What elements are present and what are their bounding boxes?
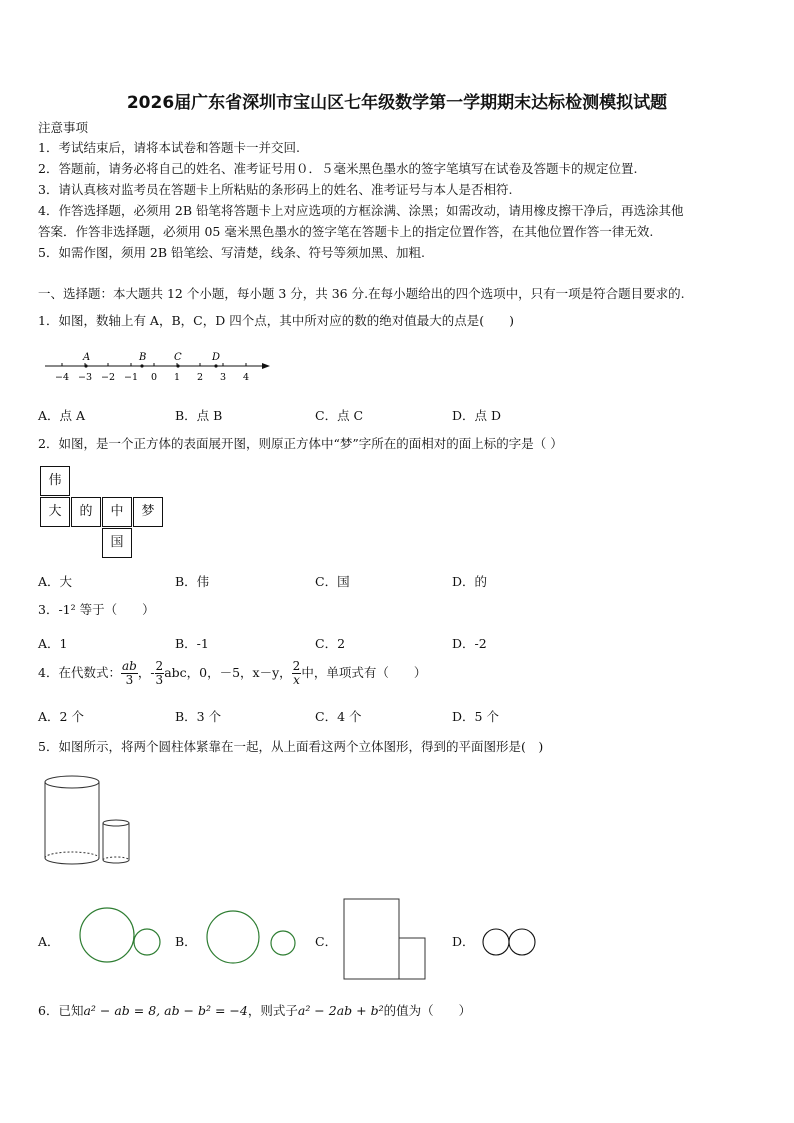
q4-prefix: 4．在代数式： (38, 665, 121, 680)
tick-label: 1 (173, 372, 181, 383)
q5-option-d-figure (479, 926, 541, 960)
q1-option-c[interactable]: C．点 C (315, 408, 364, 423)
net-cell: 梦 (133, 497, 163, 527)
net-cell: 国 (102, 528, 132, 558)
point-label-d: D (212, 352, 221, 363)
notice-heading: 注意事项 (38, 120, 89, 135)
q5-stem: 5．如图所示，将两个圆柱体紧靠在一起，从上面看这两个立体图形，得到的平面图形是( ) (38, 739, 544, 754)
net-cell: 的 (71, 497, 101, 527)
q1-option-d[interactable]: D．点 D (452, 408, 502, 423)
q4-option-c[interactable]: C．4 个 (315, 709, 362, 724)
q3-stem: 3．-1² 等于（ ） (38, 602, 155, 617)
q2-option-b[interactable]: B．伟 (175, 574, 210, 589)
q4-sep: ，- (137, 665, 155, 680)
tick-label: −2 (100, 372, 116, 383)
fraction-2-3: $\frac{2}{3}$ (155, 659, 164, 687)
q5-option-b[interactable]: B． (175, 934, 197, 949)
q4-option-b[interactable]: B．3 个 (175, 709, 222, 724)
q4-middle: abc，0，－5，x－y， (164, 665, 292, 680)
number-line-figure (40, 348, 275, 386)
page-title: 2026届广东省深圳市宝山区七年级数学第一学期期末达标检测模拟试题 (126, 93, 668, 113)
section-heading: 一、选择题：本大题共 12 个小题，每小题 3 分，共 36 分.在每小题给出的四个选项中，只有一项是符合题目要求的. (38, 286, 685, 301)
q2-stem: 2．如图，是一个正方体的表面展开图，则原正方体中“梦”字所在的面相对的面上标的字是（ ） (38, 436, 563, 451)
fraction-ab-3: $\frac{ab}{3}$ (121, 659, 137, 687)
q6-suffix: 的值为（ ） (383, 1003, 472, 1018)
tick-label: 0 (150, 372, 158, 383)
q5-option-a-figure (74, 904, 164, 964)
q3-option-c[interactable]: C．2 (315, 636, 346, 651)
net-cell: 伟 (40, 466, 70, 496)
net-cell: 大 (40, 497, 70, 527)
q6-stem (38, 1003, 471, 1019)
fraction-2-x: $\frac{2}{x}$ (292, 659, 301, 687)
q4-stem (38, 660, 426, 687)
q1-stem: 1．如图，数轴上有 A，B，C，D 四个点，其中所对应的数的绝对值最大的点是( ) (38, 313, 514, 328)
q3-option-d[interactable]: D．-2 (452, 636, 487, 651)
notice-item-1: 1．考试结束后，请将本试卷和答题卡一并交回. (38, 140, 300, 155)
q4-option-d[interactable]: D．5 个 (452, 709, 499, 724)
q2-option-d[interactable]: D．的 (452, 574, 488, 589)
point-label-a: A (83, 352, 91, 363)
tick-label: 3 (219, 372, 227, 383)
net-cell: 中 (102, 497, 132, 527)
q6-mid: ，则式子 (247, 1003, 298, 1018)
notice-item-4-cont: 答案．作答非选择题，必须用 05 毫米黑色墨水的签字笔在答题卡上的指定位置作答，在其他位置作答一律无效. (38, 224, 654, 239)
q5-option-b-figure (201, 906, 301, 966)
point-label-b: B (139, 352, 147, 363)
q1-option-b[interactable]: B．点 B (175, 408, 223, 423)
notice-item-4: 4．作答选择题，必须用 2B 铅笔将答题卡上对应选项的方框涂满、涂黑；如需改动，请用橡皮擦干净后，再选涂其他 (38, 203, 684, 218)
point-label-c: C (174, 352, 182, 363)
q4-option-a[interactable]: A．2 个 (38, 709, 84, 724)
point-d-dot (214, 364, 217, 367)
cylinders-figure (40, 770, 140, 870)
q5-option-c[interactable]: C． (315, 934, 338, 949)
tick-label: 2 (196, 372, 204, 383)
point-b-dot (140, 364, 143, 367)
tick-label: 4 (242, 372, 250, 383)
q4-suffix: 中，单项式有（ ） (301, 665, 427, 680)
q6-prefix: 6．已知 (38, 1003, 84, 1018)
q5-option-c-figure (340, 896, 430, 982)
tick-label: −4 (54, 372, 70, 383)
notice-item-2: 2．答题前，请务必将自己的姓名、准考证号用０．５毫米黑色墨水的签字笔填写在试卷及答题卡的规定位置. (38, 161, 638, 176)
q6-condition: a² − ab = 8, ab − b² = −4 (83, 1003, 248, 1018)
arrow-icon (262, 363, 270, 369)
q2-option-a[interactable]: A．大 (38, 574, 73, 589)
q3-option-a[interactable]: A．1 (38, 636, 68, 651)
q5-option-d[interactable]: D． (452, 934, 475, 949)
tick-label: −3 (77, 372, 93, 383)
q3-option-b[interactable]: B．-1 (175, 636, 209, 651)
q5-option-a[interactable]: A． (38, 934, 60, 949)
q2-option-c[interactable]: C．国 (315, 574, 350, 589)
q1-option-a[interactable]: A．点 A (38, 408, 86, 423)
notice-item-5: 5．如需作图，须用 2B 铅笔绘、写清楚，线条、符号等须加黑、加粗. (38, 245, 426, 260)
q6-expression: a² − 2ab + b² (297, 1003, 384, 1018)
tick-label: −1 (123, 372, 139, 383)
notice-item-3: 3．请认真核对监考员在答题卡上所粘贴的条形码上的姓名、准考证号与本人是否相符. (38, 182, 513, 197)
